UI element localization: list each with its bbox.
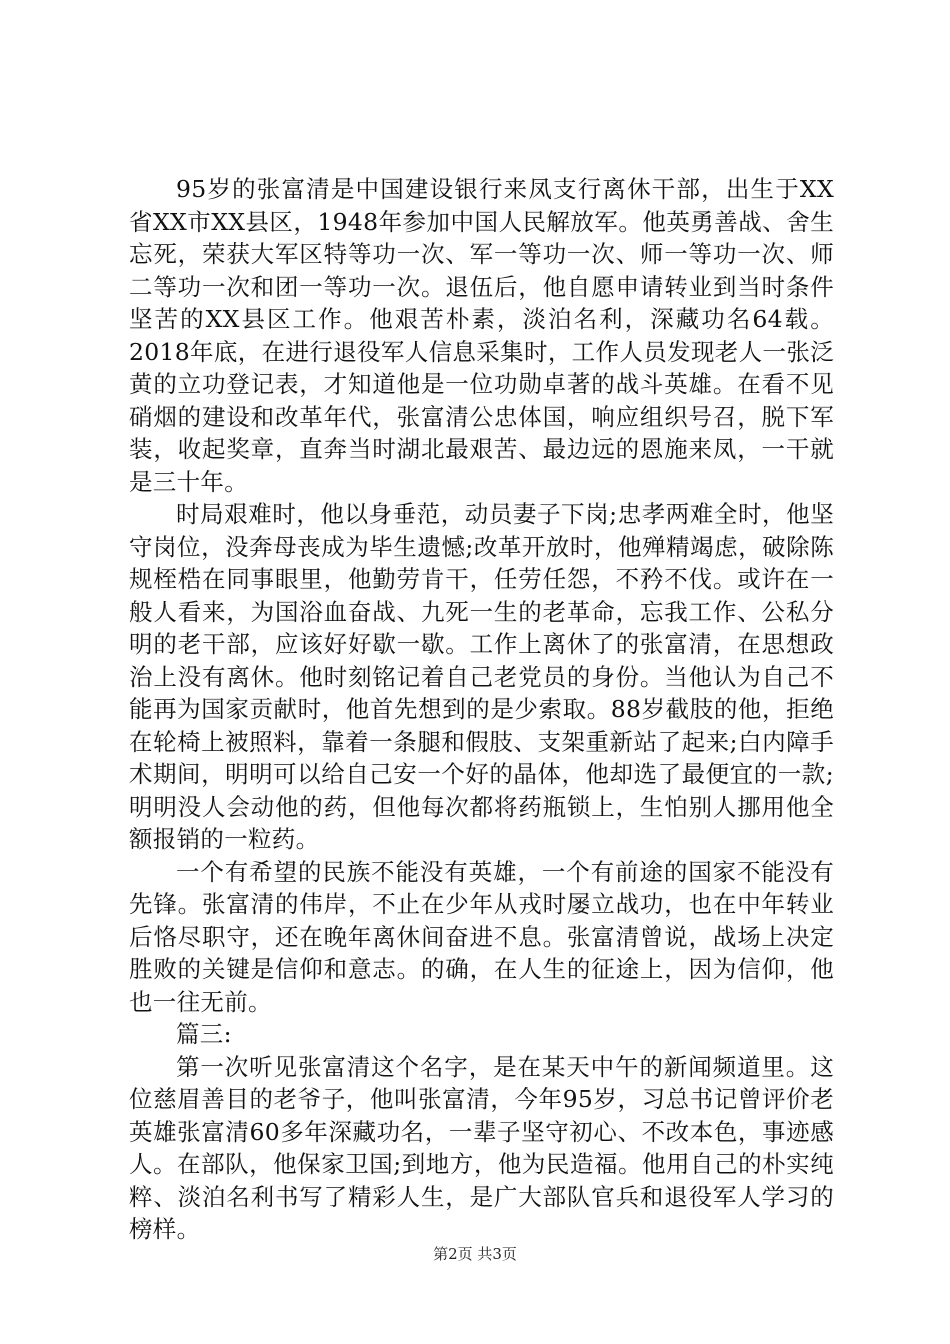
paragraph-3: 一个有希望的民族不能没有英雄，一个有前途的国家不能没有先锋。张富清的伟岸，不止在少年从戎时屡立战功，也在中年转业后恪尽职守，还在晚年离休间奋进不息。张富清曾说，战场上决定胜败的关键是信仰和意志。的确，在人生的征途上，因为信仰，他也一往无前。 [129, 857, 834, 1016]
paragraph-1: 95岁的张富清是中国建设银行来凤支行离休干部，出生于XX省XX市XX县区，1948年参加中国人民解放军。他英勇善战、舍生忘死，荣获大军区特等功一次、军一等功一次、师一等功一次、师二等功一次和团一等功一次。退伍后，他自愿申请转业到当时条件坚苦的XX县区工作。他艰苦朴素，淡泊名利，深藏功名64载。2018年底，在进行退役军人信息采集时，工作人员发现老人一张泛黄的立功登记表，才知道他是一位功勋卓著的战斗英雄。在看不见硝烟的建设和改革年代，张富清公忠体国，响应组织号召，脱下军装，收起奖章，直奔当时湖北最艰苦、最边远的恩施来凤，一干就是三十年。 [129, 175, 834, 496]
paragraph-2: 时局艰难时，他以身垂范，动员妻子下岗;忠孝两难全时，他坚守岗位，没奔母丧成为毕生遗憾;改革开放时，他殚精竭虑，破除陈规桎梏在同事眼里，他勤劳肯干，任劳任怨，不矜不伐。或许在一般人看来，为国浴血奋战、九死一生的老革命，忘我工作、公私分明的老干部，应该好好歇一歇。工作上离休了的张富清，在思想政治上没有离休。他时刻铭记着自己老党员的身份。当他认为自己不能再为国家贡献时，他首先想到的是少索取。88岁截肢的他，拒绝在轮椅上被照料，靠着一条腿和假肢、支架重新站了起来;白内障手术期间，明明可以给自己安一个好的晶体，他却选了最便宜的一款;明明没人会动他的药，但他每次都将药瓶锁上，生怕别人挪用他全额报销的一粒药。 [129, 500, 834, 853]
document-body [129, 173, 834, 1246]
section-heading: 篇三: [176, 1020, 232, 1048]
paragraph-4: 第一次听见张富清这个名字，是在某天中午的新闻频道里。这位慈眉善目的老爷子，他叫张富清，今年95岁，习总书记曾评价老英雄张富清60多年深藏功名，一辈子坚守初心、不改本色，事迹感人。在部队，他保家卫国;到地方，他为民造福。他用自己的朴实纯粹、淡泊名利书写了精彩人生，是广大部队官兵和退役军人学习的榜样。 [129, 1052, 834, 1243]
page-number-footer: 第2页 共3页 [433, 1245, 517, 1263]
